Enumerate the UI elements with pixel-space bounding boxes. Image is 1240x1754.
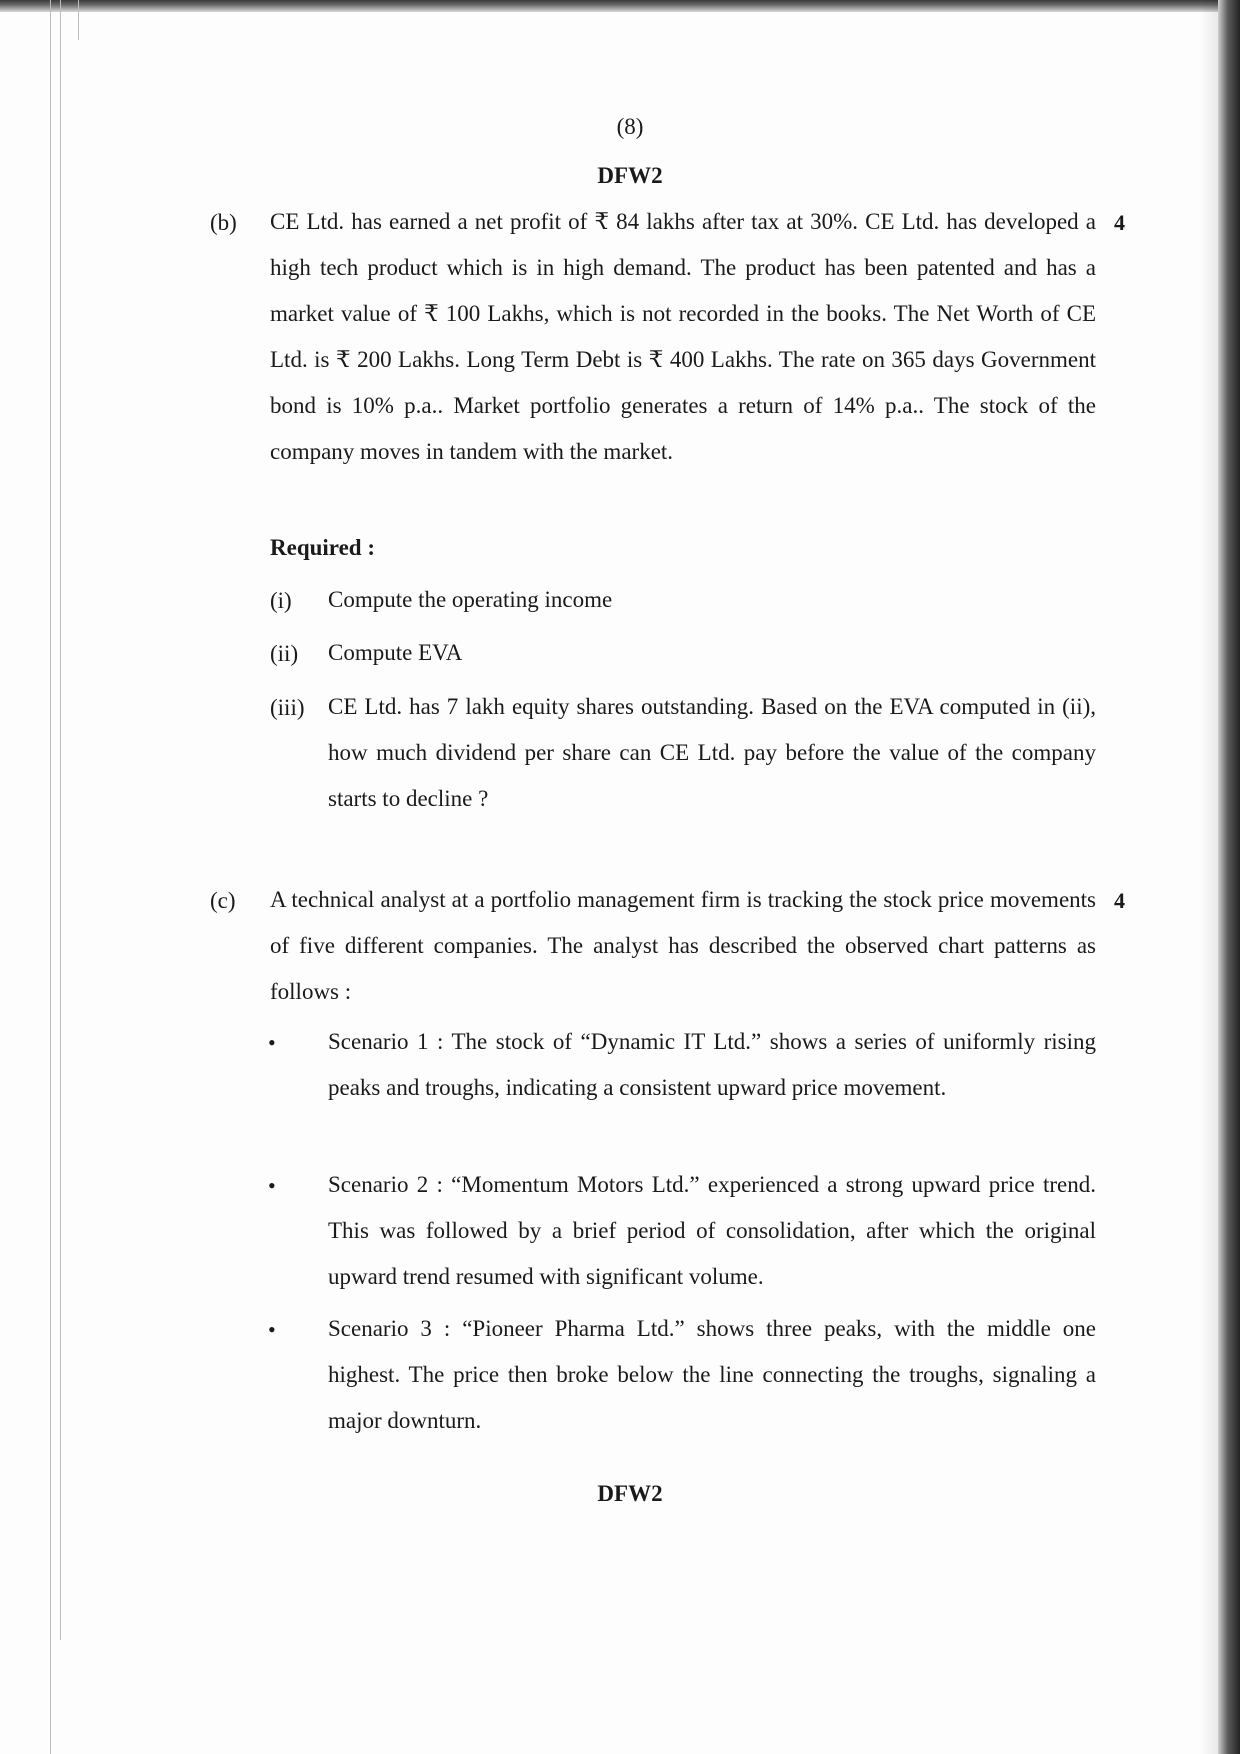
scan-left-line bbox=[60, 0, 61, 1640]
sub-item-text: Compute the operating income bbox=[328, 587, 613, 612]
question-c-label: (c) bbox=[210, 888, 236, 913]
paper-code-top: DFW2 bbox=[597, 163, 663, 188]
scenario-item: Scenario 3 : “Pioneer Pharma Ltd.” shows three peaks, with the middle one highest. The price then broke below the line connecting the troughs, signaling a major downturn. bbox=[328, 1316, 1096, 1433]
bullet: • bbox=[268, 1317, 276, 1342]
sub-item-label: (ii) bbox=[270, 641, 299, 666]
paper-code-bottom: DFW2 bbox=[597, 1481, 663, 1506]
question-b-marks: 4 bbox=[1114, 210, 1125, 235]
question-c-marks: 4 bbox=[1114, 888, 1125, 913]
sub-item-label: (i) bbox=[270, 588, 292, 613]
scan-top-edge bbox=[0, 0, 1240, 12]
sub-item-text: CE Ltd. has 7 lakh equity shares outstanding. Based on the EVA computed in (ii), how much dividend per share can CE Ltd. pay before the value of the company starts to decline ? bbox=[328, 694, 1096, 811]
scenario-item: Scenario 1 : The stock of “Dynamic IT Ltd.” shows a series of uniformly rising peaks and troughs, indicating a consistent upward price movement. bbox=[328, 1029, 1096, 1100]
sub-item-text: Compute EVA bbox=[328, 640, 463, 665]
question-b-text: CE Ltd. has earned a net profit of ₹ 84 lakhs after tax at 30%. CE Ltd. has developed a high tech product which is in high demand. The product has been patented and has a market value of ₹ 100 Lakhs, which is not recorded in the books. The Net Worth of CE Ltd. is ₹ 200 Lakhs. Long Term Debt is ₹ 400 Lakhs. The rate on 365 days Government bond is 10% p.a.. Market portfolio generates a return of 14% p.a.. The stock of the company moves in tandem with the market. bbox=[270, 209, 1096, 464]
bullet: • bbox=[268, 1173, 276, 1198]
page-number: (8) bbox=[616, 114, 644, 139]
scan-left-line bbox=[78, 0, 79, 40]
sub-item-label: (iii) bbox=[270, 695, 305, 720]
scenario-item: Scenario 2 : “Momentum Motors Ltd.” experienced a strong upward price trend. This was followed by a brief period of consolidation, after which the original upward trend resumed with significant volume. bbox=[328, 1172, 1096, 1289]
bullet: • bbox=[268, 1030, 276, 1055]
question-b-label: (b) bbox=[210, 210, 237, 235]
question-c-text: A technical analyst at a portfolio management firm is tracking the stock price movements of five different companies. The analyst has described the observed chart patterns as follows : bbox=[270, 887, 1096, 1004]
required-heading: Required : bbox=[270, 535, 375, 560]
